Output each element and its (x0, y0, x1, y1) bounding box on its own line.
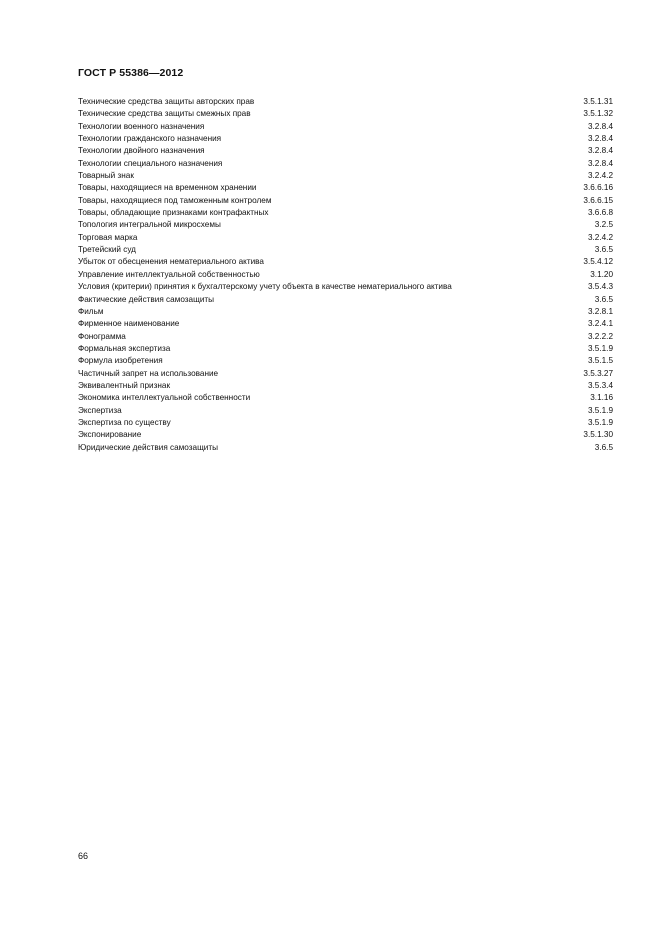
index-entry (78, 318, 613, 330)
index-reference: 3.6.5 (594, 294, 613, 304)
index-entry (78, 182, 613, 194)
index-term: Экспертиза (78, 405, 122, 415)
index-entry (78, 380, 613, 392)
index-reference: 3.5.3.27 (583, 368, 613, 378)
index-reference: 3.5.3.4 (587, 380, 613, 390)
index-entry (78, 269, 613, 281)
index-reference: 3.2.4.2 (587, 171, 613, 181)
index-entry (78, 368, 613, 380)
index-entry (78, 219, 613, 231)
page-number: 66 (78, 851, 89, 861)
index-reference: 3.6.6.16 (583, 183, 613, 193)
index-term: Юридические действия самозащиты (78, 442, 219, 452)
index-reference: 3.2.8.4 (587, 146, 613, 156)
index-reference: 3.2.2.2 (587, 331, 613, 341)
index-entry (78, 343, 613, 355)
index-reference: 3.6.5 (594, 245, 613, 255)
index-reference: 3.2.5 (594, 220, 613, 230)
index-entry (78, 331, 613, 343)
index-term: Управление интеллектуальной собственностью (78, 269, 260, 279)
index-entry (78, 158, 613, 170)
index-reference: 3.1.20 (590, 269, 613, 279)
index-reference: 3.5.1.32 (583, 109, 613, 119)
index-term: Технологии двойного назначения (78, 146, 205, 156)
index-term: Топология интегральной микросхемы (78, 220, 221, 230)
index-reference: 3.5.4.3 (587, 282, 613, 292)
index-entry (78, 244, 613, 256)
index-entry (78, 355, 613, 367)
index-reference: 3.2.4.2 (587, 232, 613, 242)
index-reference: 3.5.1.30 (583, 430, 613, 440)
index-term: Третейский суд (78, 245, 136, 255)
index-entry (78, 442, 613, 454)
subject-index (78, 96, 613, 454)
index-term: Фильм (78, 306, 104, 316)
index-term: Товары, находящиеся под таможенным контролем (78, 195, 272, 205)
index-term: Условия (критерии) принятия к бухгалтерскому учету объекта в качестве нематериального актива (78, 282, 452, 292)
index-term: Технологии специального назначения (78, 158, 223, 168)
index-term: Фактические действия самозащиты (78, 294, 215, 304)
index-term: Формальная экспертиза (78, 343, 171, 353)
index-reference: 3.5.1.9 (587, 405, 613, 415)
index-reference: 3.5.1.5 (587, 356, 613, 366)
index-reference: 3.1.16 (590, 393, 613, 403)
index-reference: 3.5.4.12 (583, 257, 613, 267)
index-reference: 3.2.8.4 (587, 158, 613, 168)
index-entry (78, 108, 613, 120)
index-term: Частичный запрет на использование (78, 368, 219, 378)
index-term: Технологии гражданского назначения (78, 134, 222, 144)
index-term: Технологии военного назначения (78, 121, 205, 131)
index-term: Технические средства защиты авторских прав (78, 97, 255, 106)
index-term: Экспертиза по существу (78, 417, 171, 427)
index-reference: 3.6.6.15 (583, 195, 613, 205)
index-entry (78, 281, 613, 293)
index-entry (78, 96, 613, 108)
index-reference: 3.6.5 (594, 442, 613, 452)
index-reference: 3.6.6.8 (587, 208, 613, 218)
index-entry (78, 232, 613, 244)
index-entry (78, 256, 613, 268)
index-term: Товары, обладающие признаками контрафактных (78, 208, 269, 218)
index-entry (78, 405, 613, 417)
index-term: Товары, находящиеся на временном хранении (78, 183, 257, 193)
index-entry (78, 195, 613, 207)
index-entry (78, 207, 613, 219)
document-header: ГОСТ Р 55386—2012 (78, 67, 184, 79)
index-entry (78, 133, 613, 145)
index-entry (78, 306, 613, 318)
index-entry (78, 429, 613, 441)
index-reference: 3.2.8.1 (587, 306, 613, 316)
index-reference: 3.2.8.4 (587, 121, 613, 131)
index-entry (78, 145, 613, 157)
index-reference: 3.2.4.1 (587, 319, 613, 329)
index-entry (78, 121, 613, 133)
index-term: Торговая марка (78, 232, 138, 242)
index-term: Экспонирование (78, 430, 142, 440)
index-term: Экономика интеллектуальной собственности (78, 393, 251, 403)
index-term: Эквивалентный признак (78, 380, 171, 390)
index-reference: 3.5.1.31 (583, 97, 613, 106)
index-entry (78, 170, 613, 182)
index-reference: 3.5.1.9 (587, 343, 613, 353)
index-entry (78, 392, 613, 404)
index-term: Убыток от обесценения нематериального актива (78, 257, 264, 267)
index-term: Товарный знак (78, 171, 134, 181)
index-term: Технические средства защиты смежных прав (78, 109, 251, 119)
index-reference: 3.5.1.9 (587, 417, 613, 427)
index-term: Формула изобретения (78, 356, 163, 366)
index-term: Фонограмма (78, 331, 126, 341)
index-entry (78, 417, 613, 429)
index-reference: 3.2.8.4 (587, 134, 613, 144)
index-term: Фирменное наименование (78, 319, 180, 329)
index-entry (78, 294, 613, 306)
